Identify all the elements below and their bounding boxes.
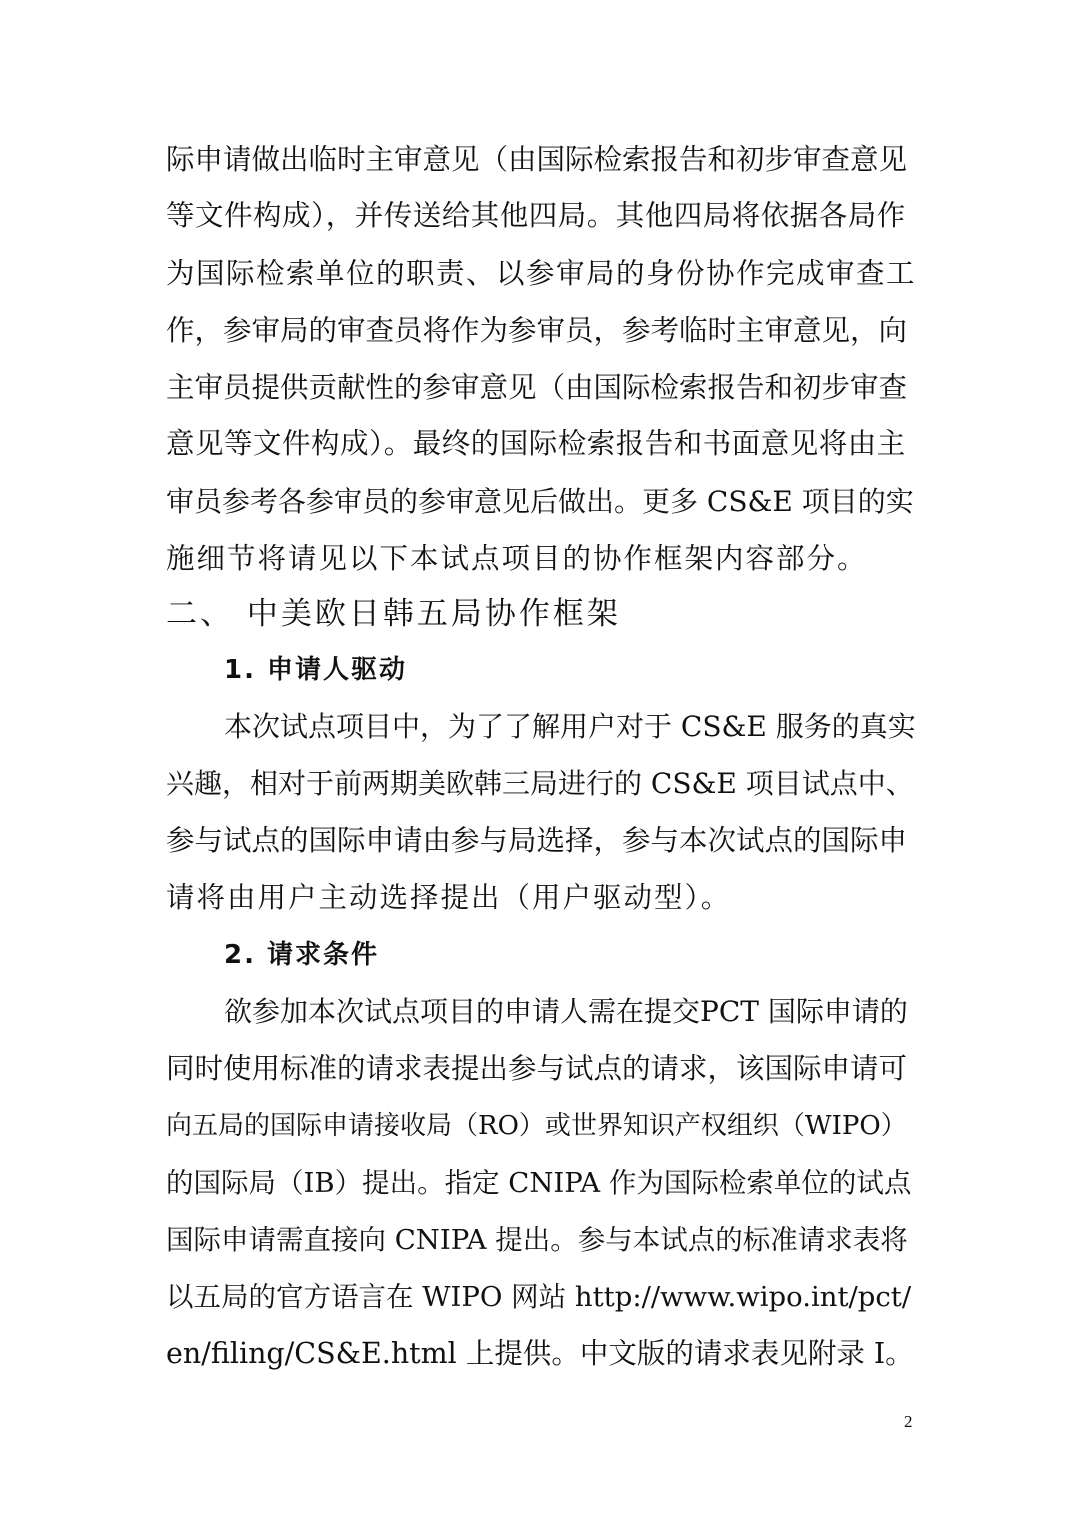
subsection-title-applicant-driven: 1. 申请人驱动 (224, 655, 408, 685)
paragraph-line: 等文件构成），并传送给其他四局。其他四局将依据各局作 (166, 199, 906, 232)
page-number: 2 (904, 1412, 913, 1431)
paragraph-line: 际申请做出临时主审意见（由国际检索报告和初步审查意见 (166, 143, 908, 176)
paragraph-line: 请将由用户主动选择提出（用户驱动型）。 (166, 881, 732, 914)
subsection-title-request-conditions: 2. 请求条件 (224, 940, 380, 970)
paragraph-line: 欲参加本次试点项目的申请人需在提交PCT 国际申请的 (224, 995, 908, 1028)
paragraph-line: 为国际检索单位的职责、以参审局的身份协作完成审查工 (166, 257, 917, 290)
paragraph-line: 向五局的国际申请接收局（RO）或世界知识产权组织（WIPO） (166, 1111, 907, 1141)
paragraph-line: 国际申请需直接向 CNIPA 提出。参与本试点的标准请求表将 (166, 1224, 908, 1256)
paragraph-line: 作，参审局的审查员将作为参审员，参考临时主审意见，向 (166, 314, 908, 347)
paragraph-line: 本次试点项目中，为了了解用户对于 CS&E 服务的真实 (224, 710, 916, 743)
paragraph-line: en/filing/CS&E.html 上提供。中文版的请求表见附录 I。 (166, 1337, 914, 1370)
section-heading: 二、 中美欧日韩五局协作框架 (166, 596, 621, 632)
paragraph-line: 同时使用标准的请求表提出参与试点的请求，该国际申请可 (166, 1052, 908, 1085)
paragraph-line: 以五局的官方语言在 WIPO 网站 http://www.wipo.int/pct/ (166, 1281, 912, 1313)
paragraph-line: 参与试点的国际申请由参与局选择，参与本次试点的国际申 (166, 824, 908, 857)
paragraph-line: 主审员提供贡献性的参审意见（由国际检索报告和初步审查 (166, 371, 908, 404)
paragraph-line: 意见等文件构成）。最终的国际检索报告和书面意见将由主 (166, 427, 906, 460)
paragraph-line: 的国际局（IB）提出。指定 CNIPA 作为国际检索单位的试点 (166, 1167, 912, 1199)
paragraph-line: 兴趣，相对于前两期美欧韩三局进行的 CS&E 项目试点中、 (166, 767, 914, 800)
paragraph-line: 施细节将请见以下本试点项目的协作框架内容部分。 (166, 542, 868, 575)
paragraph-line: 审员参考各参审员的参审意见后做出。更多 CS&E 项目的实 (166, 485, 914, 518)
